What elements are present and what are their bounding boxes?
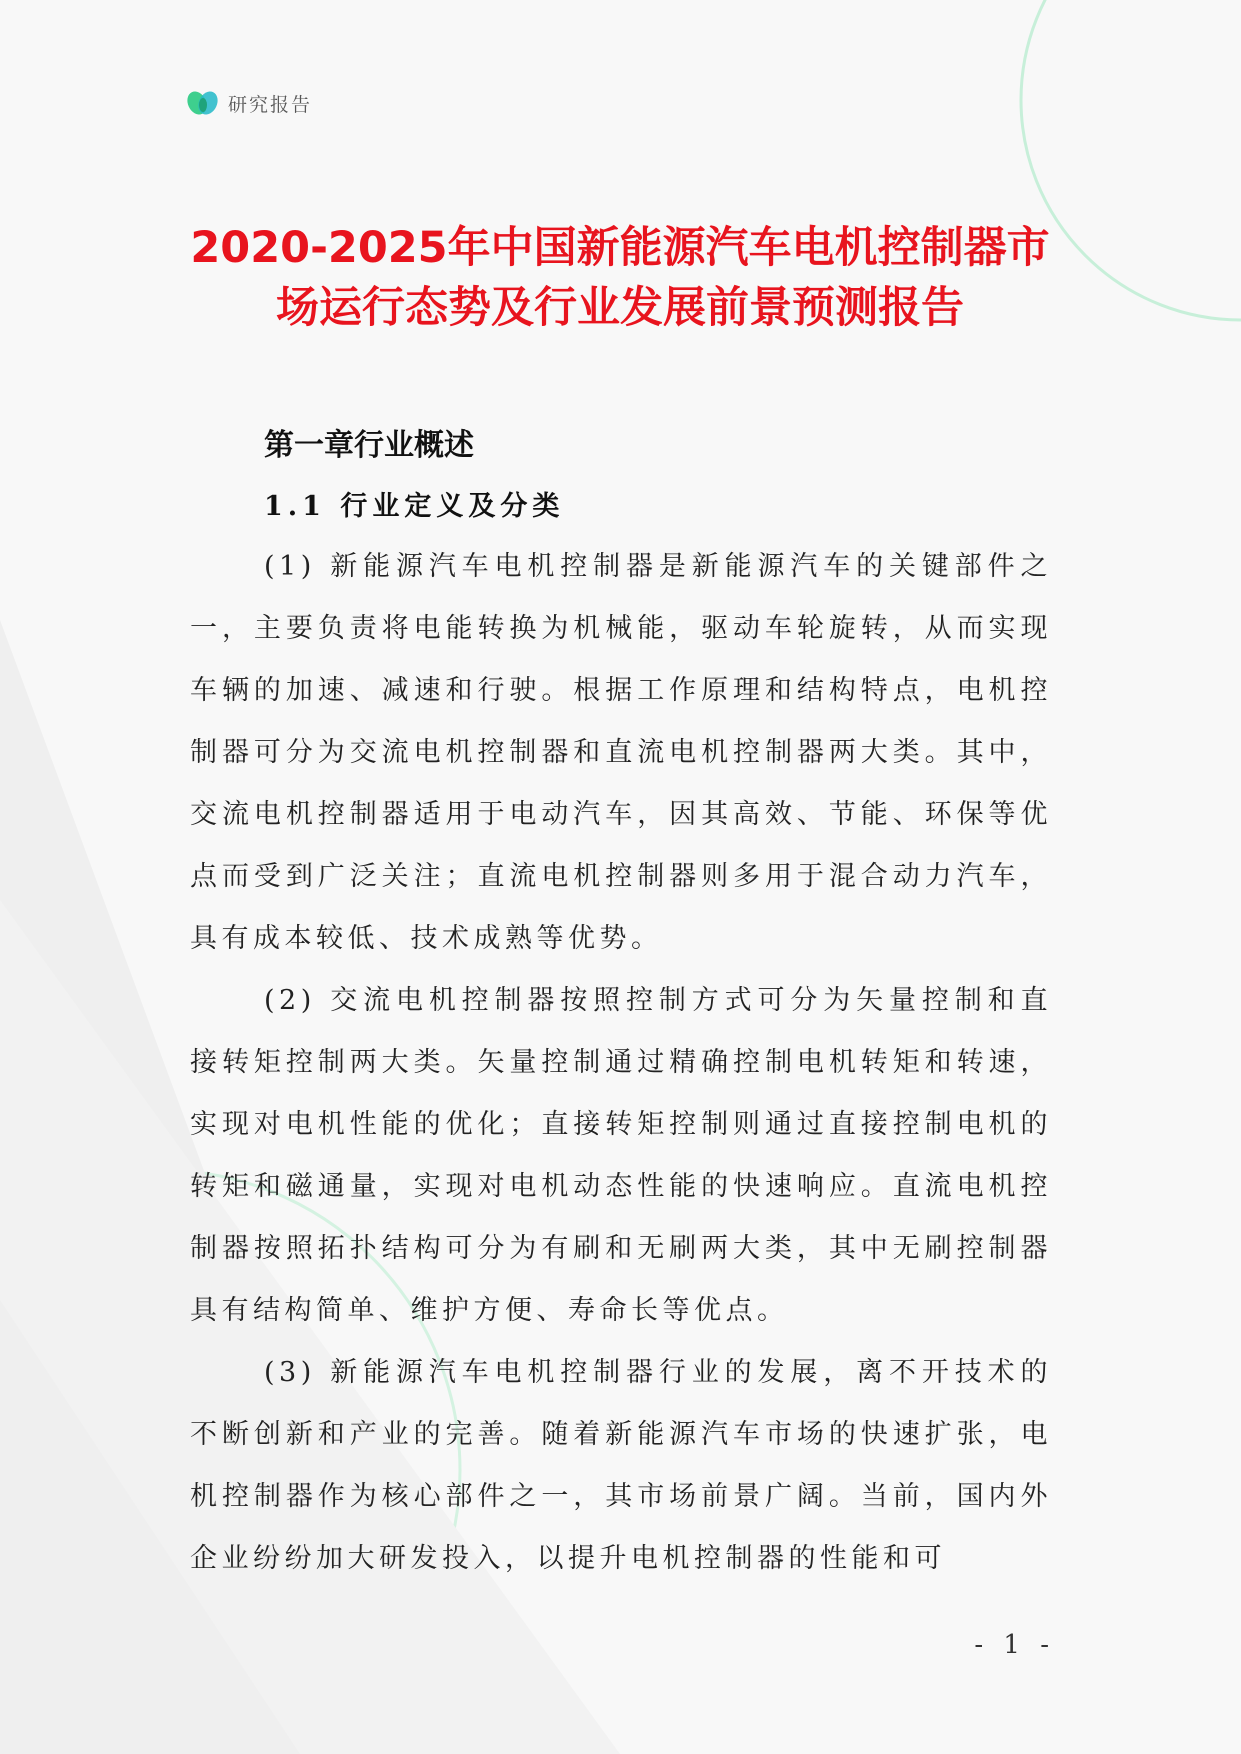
brand-logo-icon: [186, 88, 220, 118]
report-title: [160, 218, 1080, 338]
body-text: [190, 536, 1052, 1590]
brand-header: [186, 88, 312, 118]
brand-text: 研究报告: [228, 93, 313, 116]
report-title-line-2: 场运行态势及行业发展前景预测报告: [276, 283, 964, 333]
paragraph-3: (3) 新能源汽车电机控制器行业的发展，离不开技术的不断创新和产业的完善。随着新能源汽车市场的快速扩张，电机控制器作为核心部件之一，其市场前景广阔。当前，国内外企业纷纷加大研发投入，以提升电机控制器的性能和可: [190, 1357, 1052, 1574]
section-heading: 1.1 行业定义及分类: [264, 491, 565, 522]
paragraph-2: (2) 交流电机控制器按照控制方式可分为矢量控制和直接转矩控制两大类。矢量控制通过精确控制电机转矩和转速，实现对电机性能的优化；直接转矩控制则通过直接控制电机的转矩和磁通量，实现对电机动态性能的快速响应。直流电机控制器按照拓扑结构可分为有刷和无刷两大类，其中无刷控制器具有结构简单、维护方便、寿命长等优点。: [190, 985, 1052, 1326]
paragraph-1: (1) 新能源汽车电机控制器是新能源汽车的关键部件之一，主要负责将电能转换为机械能，驱动车轮旋转，从而实现车辆的加速、减速和行驶。根据工作原理和结构特点，电机控制器可分为交流电机控制器和直流电机控制器两大类。其中，交流电机控制器适用于电动汽车，因其高效、节能、环保等优点而受到广泛关注；直流电机控制器则多用于混合动力汽车，具有成本较低、技术成熟等优势。: [190, 551, 1052, 954]
chapter-heading: 第一章行业概述: [264, 428, 474, 463]
page-number: - 1 -: [974, 1630, 1055, 1660]
report-title-line-1: 2020-2025年中国新能源汽车电机控制器市: [190, 223, 1050, 273]
